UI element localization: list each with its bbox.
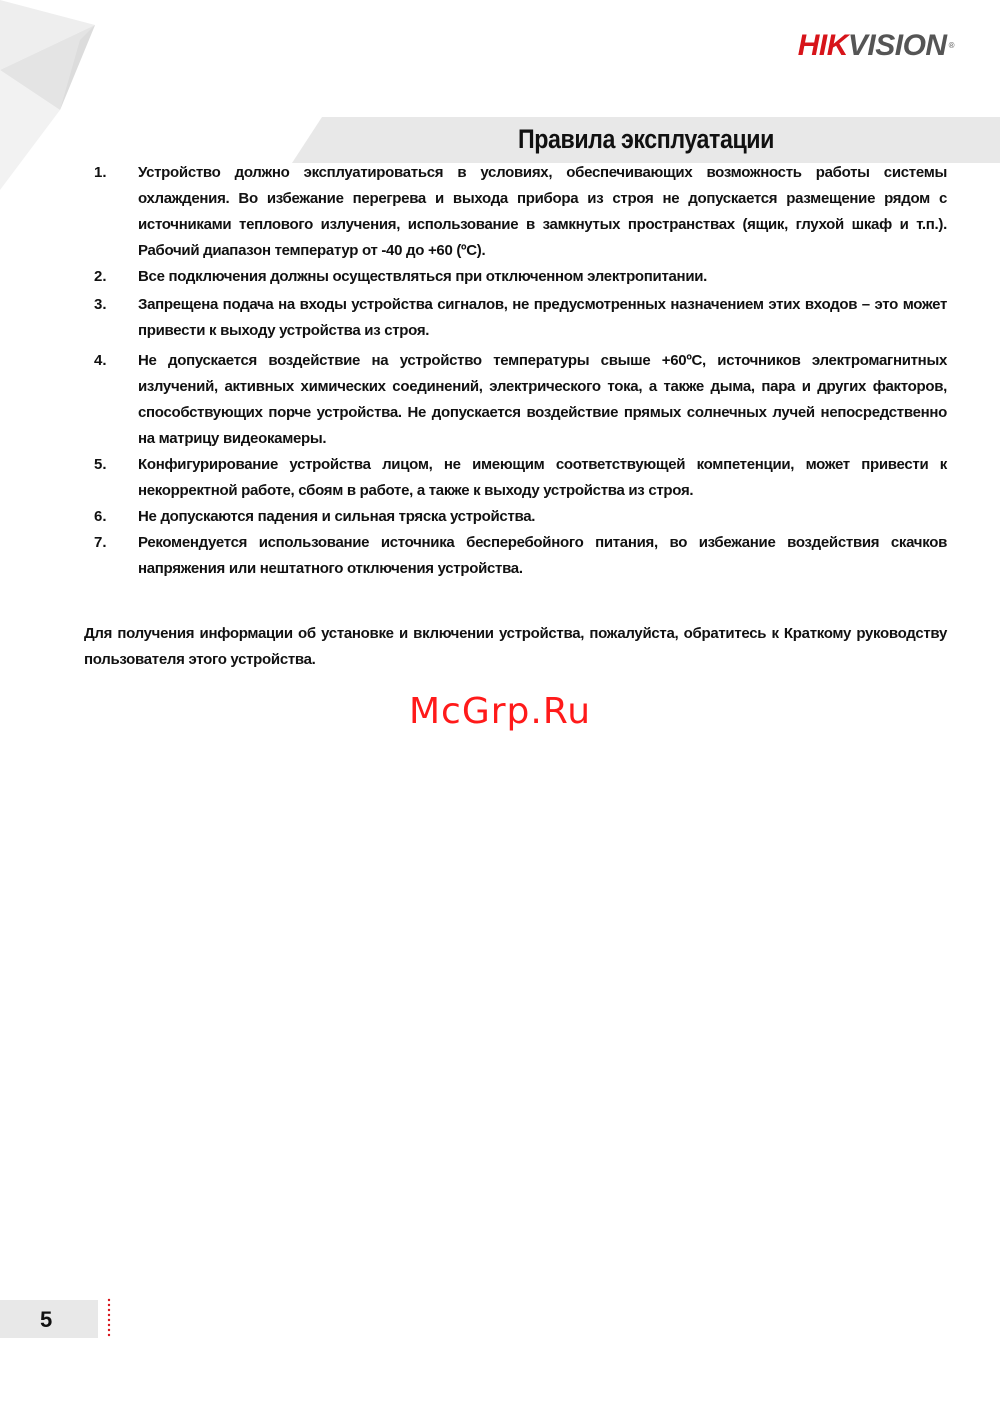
page-title: Правила эксплуатации bbox=[517, 124, 775, 154]
rule-number: 7. bbox=[94, 534, 107, 551]
rule-text: Устройство должно эксплуатироваться в условиях, обеспечивающих возможность работы системы охлаждения. Во избежание перегрева и выхода прибора из строя не допускается размещение рядом с источниками теплового излучения, использование в замкнутых пространствах (ящик, глухой шкаф и т.п.). Рабочий диапазон температур от -40 до +60 (ºС). bbox=[138, 164, 947, 259]
rule-text: Не допускаются падения и сильная тряска устройства. bbox=[138, 508, 536, 525]
logo-registered-mark: ® bbox=[948, 41, 954, 50]
rules-list bbox=[94, 160, 947, 582]
rule-item bbox=[94, 292, 947, 344]
page-number: 5 bbox=[40, 1307, 53, 1332]
rule-item bbox=[94, 348, 947, 452]
rule-text: Не допускается воздействие на устройство температуры свыше +60ºС, источников электромагнитных излучений, активных химических соединений, электрического тока, а также дыма, пара и других факторов, способствующих порче устройства. Не допускается воздействие прямых солнечных лучей непосредственно на матрицу видеокамеры. bbox=[138, 352, 947, 447]
logo-vision: VISION bbox=[847, 29, 947, 62]
rule-item bbox=[94, 264, 947, 290]
rule-item bbox=[94, 530, 947, 582]
rule-number: 4. bbox=[94, 352, 107, 369]
watermark: McGrp.Ru bbox=[408, 691, 592, 732]
dotted-divider bbox=[107, 1298, 111, 1338]
rule-number: 6. bbox=[94, 508, 107, 525]
hikvision-logo bbox=[798, 28, 954, 64]
rule-text: Все подключения должны осуществляться при отключенном электропитании. bbox=[138, 268, 708, 285]
rule-number: 2. bbox=[94, 268, 107, 285]
logo-hik: HIK bbox=[797, 29, 848, 62]
rule-text: Конфигурирование устройства лицом, не имеющим соответствующей компетенции, может привести к некорректной работе, сбоям в работе, а также к выходу устройства из строя. bbox=[138, 456, 947, 499]
rule-item bbox=[94, 504, 947, 530]
rule-number: 1. bbox=[94, 164, 107, 181]
rule-text: Рекомендуется использование источника бесперебойного питания, во избежание воздействия скачков напряжения или нештатного отключения устройства. bbox=[138, 534, 947, 577]
quick-guide-note: Для получения информации об установке и включении устройства, пожалуйста, обратитесь к Краткому руководству пользователя этого устройства. bbox=[84, 625, 947, 668]
rule-number: 5. bbox=[94, 456, 107, 473]
rule-number: 3. bbox=[94, 296, 107, 313]
rule-text: Запрещена подача на входы устройства сигналов, не предусмотренных назначением этих входов – это может привести к выходу устройства из строя. bbox=[138, 296, 947, 339]
rule-item bbox=[94, 160, 947, 264]
rule-item bbox=[94, 452, 947, 504]
